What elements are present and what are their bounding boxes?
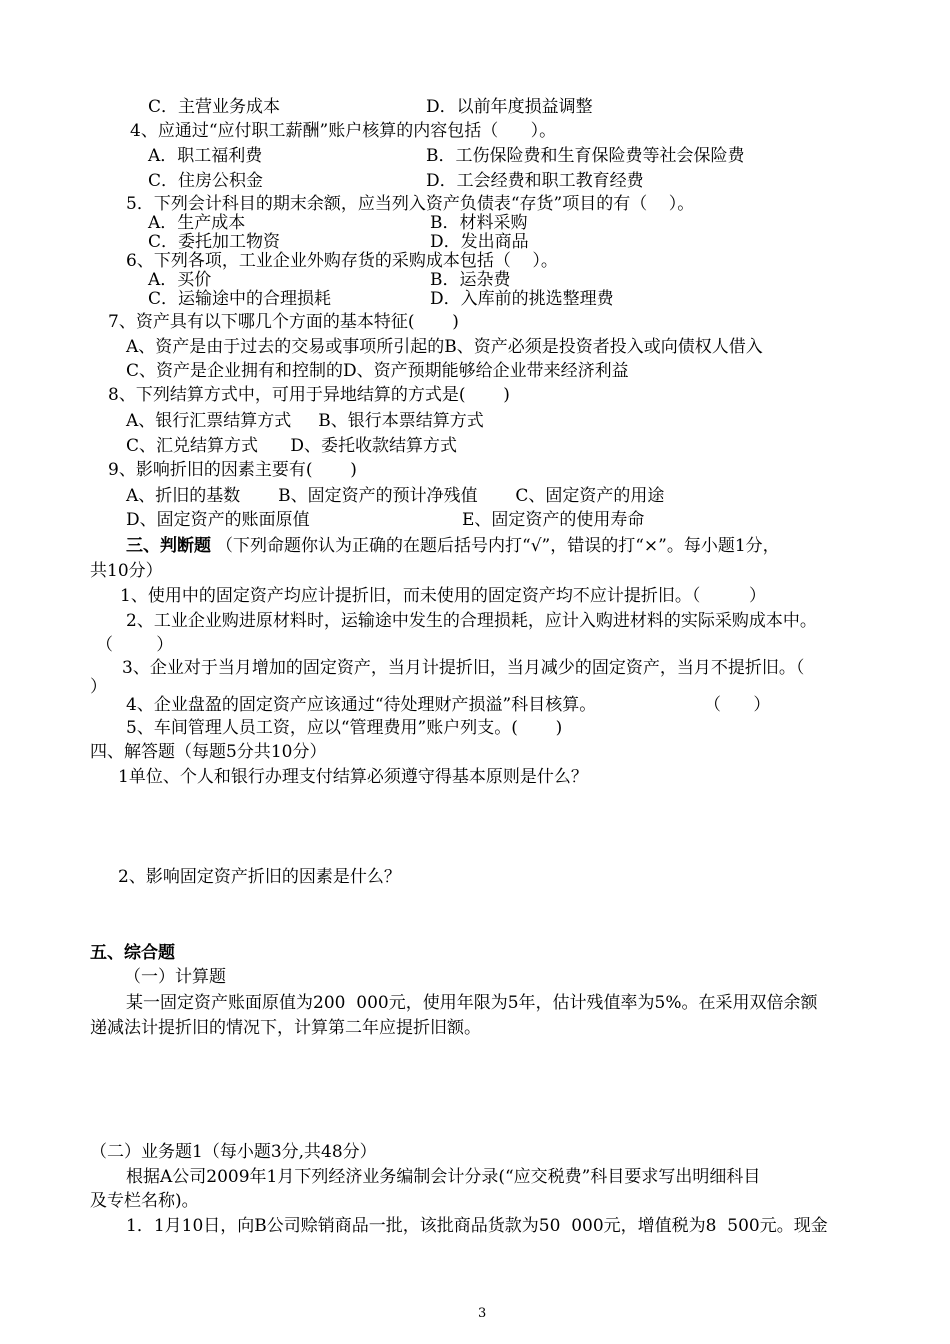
q8-stem: 8、下列结算方式中，可用于异地结算的方式是( ) <box>108 385 510 405</box>
q3-option-d: D．以前年度损益调整 <box>426 97 593 117</box>
q9-options-line-2a: D、固定资产的账面原值 <box>126 510 310 530</box>
q6-option-c: C．运输途中的合理损耗 <box>148 289 332 309</box>
q8-options-line-2: C、汇兑结算方式 D、委托收款结算方式 <box>126 436 458 456</box>
short-answer-q2: 2、影响固定资产折旧的因素是什么？ <box>118 867 401 887</box>
calc-question-line-2: 递减法计提折旧的情况下，计算第二年应提折旧额。 <box>90 1018 481 1038</box>
business-subsection-title: （二）业务题1（每小题3分,共48分） <box>90 1142 377 1162</box>
q5-option-b: B．材料采购 <box>430 213 528 233</box>
q9-options-line-1: A、折旧的基数 B、固定资产的预计净残值 C、固定资产的用途 <box>126 486 665 506</box>
q4-option-d: D．工会经费和职工教育经费 <box>426 171 644 191</box>
business-q1: 1．1月10日，向B公司赊销商品一批，该批商品货款为50 000元，增值税为8 500元。现金 <box>126 1216 828 1236</box>
q5-stem: 5．下列会计科目的期末余额，应当列入资产负债表“存货”项目的有（ ）。 <box>126 194 695 214</box>
q7-options-line-1: A、资产是由于过去的交易或事项所引起的B、资产必须是投资者投入或向债权人借入 <box>126 337 763 357</box>
calc-question-line-1: 某一固定资产账面原值为200 000元，使用年限为5年，估计残值率为5%。在采用双倍余额 <box>126 993 818 1013</box>
q4-option-b: B．工伤保险费和生育保险费等社会保险费 <box>426 146 745 166</box>
q4-stem: 4、应通过“应付职工薪酬”账户核算的内容包括（ ）。 <box>130 121 557 141</box>
section-5-title: 五、综合题 <box>90 943 175 963</box>
q3-option-c: C．主营业务成本 <box>148 97 281 117</box>
short-answer-q1: 1单位、个人和银行办理支付结算必须遵守得基本原则是什么？ <box>118 767 588 787</box>
q7-stem: 7、资产具有以下哪几个方面的基本特征( ) <box>108 312 459 332</box>
q4-option-a: A．职工福利费 <box>148 146 263 166</box>
q8-options-line-1: A、银行汇票结算方式 B、银行本票结算方式 <box>126 411 484 431</box>
business-intro-line-1: 根据A公司2009年1月下列经济业务编制会计分录(“应交税费”科目要求写出明细科目 <box>126 1167 761 1187</box>
section-3-instruction-cont: 共10分） <box>90 561 163 581</box>
section-3-instruction: （下列命题你认为正确的在题后括号内打“√”，错误的打“×”。每小题1分， <box>216 536 780 556</box>
tf-item-5: 5、车间管理人员工资，应以“管理费用”账户列支。( ) <box>126 718 563 738</box>
q6-option-d: D．入库前的挑选整理费 <box>430 289 614 309</box>
tf-item-1: 1、使用中的固定资产均应计提折旧，而未使用的固定资产均不应计提折旧。（ ） <box>120 586 766 606</box>
calc-subsection-title: （一）计算题 <box>124 967 226 987</box>
q6-stem: 6、下列各项，工业企业外购存货的采购成本包括（ ）。 <box>126 251 558 271</box>
q6-option-b: B．运杂费 <box>430 270 511 290</box>
business-intro-line-2: 及专栏名称)。 <box>90 1191 199 1211</box>
tf-item-4: 4、企业盘盈的固定资产应该通过“待处理财产损溢”科目核算。 <box>126 695 597 715</box>
q5-option-d: D．发出商品 <box>430 232 529 252</box>
section-3-title: 三、判断题 <box>126 536 211 556</box>
q6-option-a: A．买价 <box>148 270 212 290</box>
q4-option-c: C．住房公积金 <box>148 171 264 191</box>
tf-item-3-bracket: ） <box>90 677 107 697</box>
q7-options-line-2: C、资产是企业拥有和控制的D、资产预期能够给企业带来经济利益 <box>126 361 629 381</box>
tf-item-3: 3、企业对于当月增加的固定资产，当月计提折旧，当月减少的固定资产，当月不提折旧。（ <box>122 658 805 678</box>
q5-option-a: A．生产成本 <box>148 213 246 233</box>
tf-item-2: 2、工业企业购进原材料时，运输途中发生的合理损耗，应计入购进材料的实际采购成本中。 <box>126 611 817 631</box>
section-4-title: 四、解答题（每题5分共10分） <box>90 742 327 762</box>
q5-option-c: C．委托加工物资 <box>148 232 281 252</box>
page-number: 3 <box>478 1306 487 1321</box>
q9-options-line-2b: E、固定资产的使用寿命 <box>462 510 645 530</box>
tf-item-2-bracket: （ ） <box>96 635 174 655</box>
q9-stem: 9、影响折旧的因素主要有( ) <box>108 460 357 480</box>
tf-item-4-bracket: （ ） <box>704 695 771 715</box>
